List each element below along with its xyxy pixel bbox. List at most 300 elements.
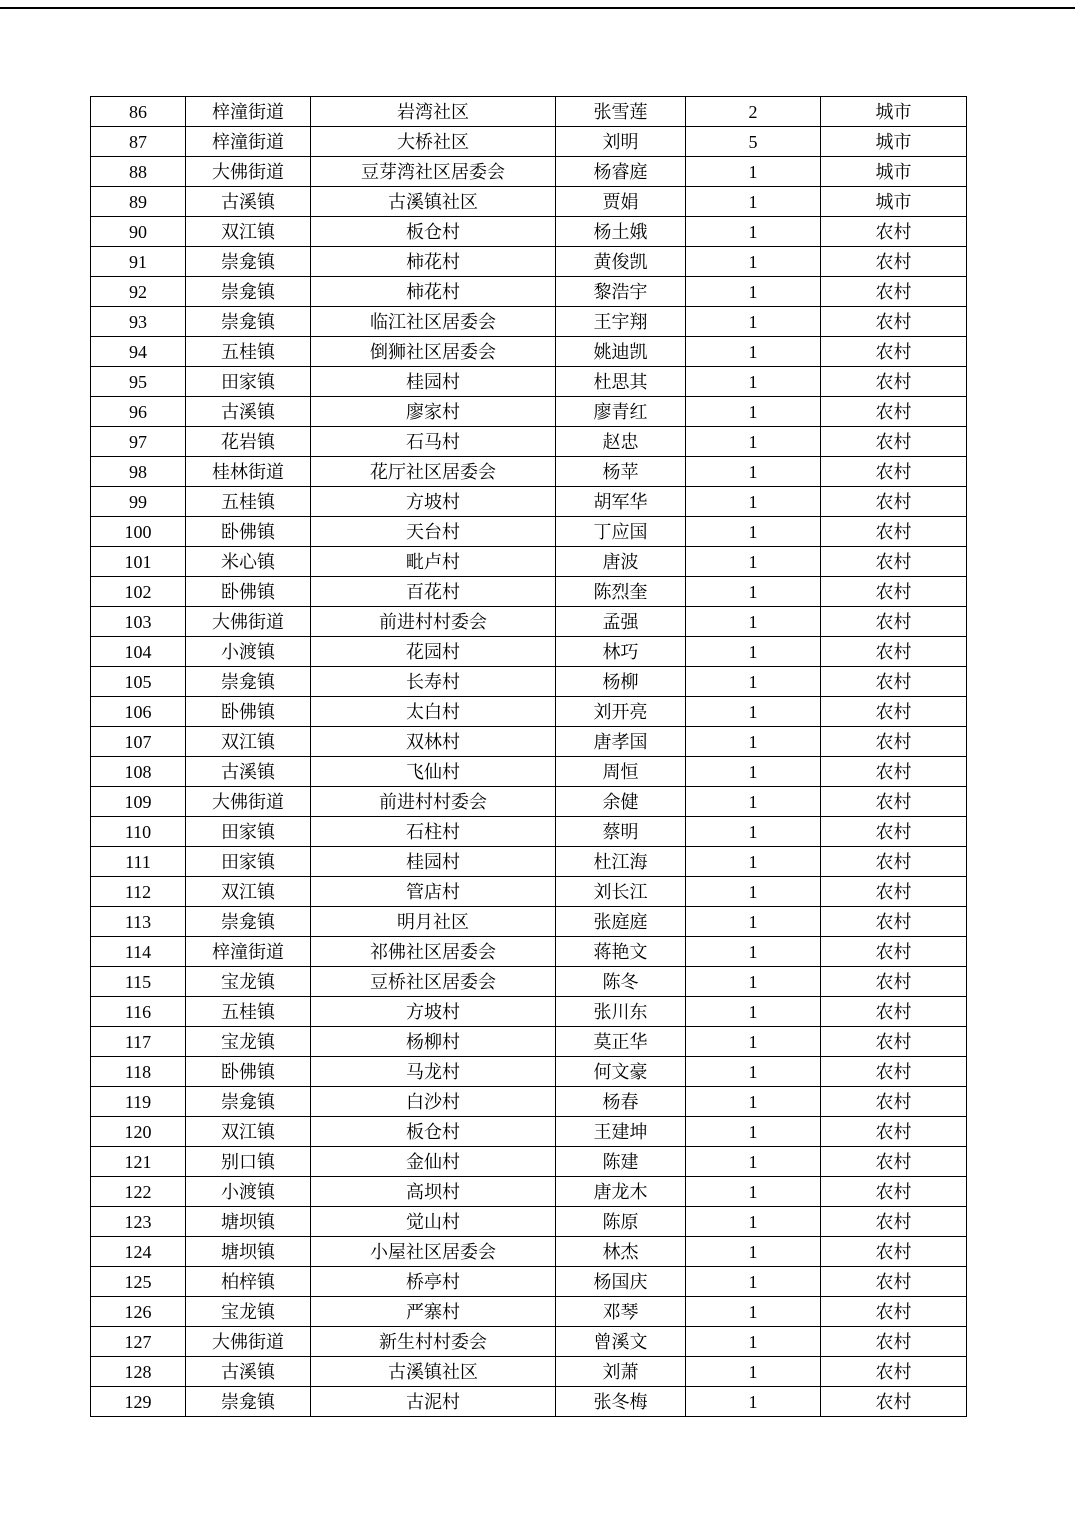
cell-village: 板仓村 [311,217,556,247]
table-row [91,547,967,577]
table-row [91,577,967,607]
cell-town: 卧佛镇 [186,517,311,547]
cell-index: 128 [91,1357,186,1387]
cell-village: 花厅社区居委会 [311,457,556,487]
cell-person: 杜思其 [556,367,686,397]
cell-area-type: 农村 [821,787,967,817]
cell-count: 1 [686,877,821,907]
cell-count: 1 [686,1117,821,1147]
cell-count: 1 [686,1027,821,1057]
cell-person: 王宇翔 [556,307,686,337]
table-row [91,1027,967,1057]
table-row [91,307,967,337]
cell-area-type: 农村 [821,847,967,877]
cell-count: 1 [686,367,821,397]
table-row [91,757,967,787]
cell-area-type: 农村 [821,1237,967,1267]
cell-index: 124 [91,1237,186,1267]
cell-person: 刘长江 [556,877,686,907]
cell-town: 双江镇 [186,217,311,247]
cell-count: 1 [686,1387,821,1417]
roster-table [90,96,967,1417]
cell-village: 杨柳村 [311,1027,556,1057]
cell-person: 张雪莲 [556,97,686,127]
cell-area-type: 农村 [821,1327,967,1357]
cell-area-type: 农村 [821,487,967,517]
cell-index: 112 [91,877,186,907]
cell-count: 1 [686,1327,821,1357]
cell-index: 96 [91,397,186,427]
cell-village: 古溪镇社区 [311,187,556,217]
cell-town: 五桂镇 [186,337,311,367]
cell-village: 毗卢村 [311,547,556,577]
table-row [91,487,967,517]
cell-person: 周恒 [556,757,686,787]
cell-person: 陈原 [556,1207,686,1237]
cell-index: 116 [91,997,186,1027]
cell-index: 98 [91,457,186,487]
cell-index: 92 [91,277,186,307]
table-row [91,697,967,727]
cell-area-type: 农村 [821,277,967,307]
cell-village: 石马村 [311,427,556,457]
cell-village: 岩湾社区 [311,97,556,127]
cell-index: 129 [91,1387,186,1417]
cell-count: 1 [686,817,821,847]
cell-area-type: 农村 [821,1057,967,1087]
cell-town: 别口镇 [186,1147,311,1177]
cell-count: 1 [686,997,821,1027]
cell-count: 1 [686,487,821,517]
cell-index: 91 [91,247,186,277]
cell-person: 何文豪 [556,1057,686,1087]
cell-town: 柏梓镇 [186,1267,311,1297]
cell-person: 刘明 [556,127,686,157]
cell-village: 小屋社区居委会 [311,1237,556,1267]
cell-village: 方坡村 [311,487,556,517]
cell-village: 倒狮社区居委会 [311,337,556,367]
cell-count: 1 [686,577,821,607]
cell-area-type: 农村 [821,307,967,337]
cell-village: 桂园村 [311,847,556,877]
cell-count: 1 [686,547,821,577]
cell-village: 方坡村 [311,997,556,1027]
cell-count: 1 [686,727,821,757]
cell-person: 杨柳 [556,667,686,697]
table-body [91,97,967,1417]
cell-village: 板仓村 [311,1117,556,1147]
cell-town: 崇龛镇 [186,247,311,277]
table-row [91,247,967,277]
cell-person: 林巧 [556,637,686,667]
cell-area-type: 农村 [821,337,967,367]
cell-index: 89 [91,187,186,217]
cell-village: 百花村 [311,577,556,607]
cell-count: 1 [686,847,821,877]
table-row [91,1267,967,1297]
cell-index: 119 [91,1087,186,1117]
table-row [91,427,967,457]
cell-village: 花园村 [311,637,556,667]
cell-town: 卧佛镇 [186,577,311,607]
cell-area-type: 农村 [821,217,967,247]
cell-village: 飞仙村 [311,757,556,787]
cell-area-type: 农村 [821,817,967,847]
cell-index: 97 [91,427,186,457]
cell-town: 宝龙镇 [186,967,311,997]
cell-person: 余健 [556,787,686,817]
cell-area-type: 农村 [821,907,967,937]
cell-area-type: 农村 [821,997,967,1027]
cell-person: 刘开亮 [556,697,686,727]
cell-town: 梓潼街道 [186,97,311,127]
cell-index: 118 [91,1057,186,1087]
cell-index: 122 [91,1177,186,1207]
cell-village: 长寿村 [311,667,556,697]
cell-village: 高坝村 [311,1177,556,1207]
cell-count: 1 [686,1267,821,1297]
cell-village: 祁佛社区居委会 [311,937,556,967]
cell-town: 塘坝镇 [186,1237,311,1267]
cell-village: 明月社区 [311,907,556,937]
cell-town: 大佛街道 [186,157,311,187]
table-row [91,337,967,367]
cell-village: 前进村村委会 [311,607,556,637]
cell-town: 小渡镇 [186,637,311,667]
cell-village: 马龙村 [311,1057,556,1087]
cell-area-type: 农村 [821,697,967,727]
cell-count: 1 [686,697,821,727]
cell-count: 1 [686,217,821,247]
cell-count: 1 [686,1087,821,1117]
cell-index: 86 [91,97,186,127]
cell-town: 崇龛镇 [186,907,311,937]
cell-person: 蒋艳文 [556,937,686,967]
cell-village: 古溪镇社区 [311,1357,556,1387]
cell-count: 1 [686,1357,821,1387]
cell-count: 1 [686,337,821,367]
cell-village: 前进村村委会 [311,787,556,817]
cell-area-type: 农村 [821,667,967,697]
cell-town: 宝龙镇 [186,1297,311,1327]
cell-person: 廖青红 [556,397,686,427]
cell-town: 大佛街道 [186,607,311,637]
table-row [91,1177,967,1207]
cell-area-type: 农村 [821,1087,967,1117]
cell-area-type: 农村 [821,1117,967,1147]
cell-town: 崇龛镇 [186,1387,311,1417]
cell-person: 王建坤 [556,1117,686,1147]
cell-index: 127 [91,1327,186,1357]
cell-town: 崇龛镇 [186,667,311,697]
cell-area-type: 农村 [821,637,967,667]
cell-town: 崇龛镇 [186,1087,311,1117]
cell-village: 廖家村 [311,397,556,427]
cell-person: 林杰 [556,1237,686,1267]
cell-town: 田家镇 [186,847,311,877]
cell-person: 丁应国 [556,517,686,547]
cell-count: 1 [686,937,821,967]
cell-count: 1 [686,277,821,307]
cell-village: 太白村 [311,697,556,727]
cell-town: 桂林街道 [186,457,311,487]
cell-person: 黄俊凯 [556,247,686,277]
cell-person: 唐波 [556,547,686,577]
cell-index: 115 [91,967,186,997]
table-row [91,667,967,697]
cell-town: 崇龛镇 [186,307,311,337]
cell-person: 孟强 [556,607,686,637]
cell-town: 五桂镇 [186,487,311,517]
cell-count: 1 [686,1057,821,1087]
cell-village: 柿花村 [311,247,556,277]
cell-index: 90 [91,217,186,247]
cell-index: 106 [91,697,186,727]
cell-area-type: 农村 [821,607,967,637]
cell-index: 105 [91,667,186,697]
cell-village: 桥亭村 [311,1267,556,1297]
table-row [91,607,967,637]
cell-area-type: 农村 [821,457,967,487]
cell-town: 大佛街道 [186,1327,311,1357]
cell-count: 1 [686,967,821,997]
cell-village: 双林村 [311,727,556,757]
table-row [91,937,967,967]
table-row [91,187,967,217]
cell-index: 94 [91,337,186,367]
cell-person: 莫正华 [556,1027,686,1057]
cell-area-type: 城市 [821,157,967,187]
cell-count: 1 [686,667,821,697]
cell-area-type: 农村 [821,1027,967,1057]
cell-count: 1 [686,157,821,187]
table-row [91,217,967,247]
cell-town: 五桂镇 [186,997,311,1027]
cell-index: 88 [91,157,186,187]
cell-village: 石柱村 [311,817,556,847]
cell-person: 杜江海 [556,847,686,877]
table-row [91,847,967,877]
cell-person: 姚迪凯 [556,337,686,367]
cell-area-type: 农村 [821,547,967,577]
cell-person: 张庭庭 [556,907,686,937]
table-row [91,1117,967,1147]
cell-index: 111 [91,847,186,877]
cell-area-type: 农村 [821,367,967,397]
cell-area-type: 农村 [821,1207,967,1237]
table-row [91,1147,967,1177]
cell-area-type: 农村 [821,517,967,547]
cell-index: 110 [91,817,186,847]
cell-town: 塘坝镇 [186,1207,311,1237]
cell-area-type: 农村 [821,757,967,787]
cell-town: 田家镇 [186,367,311,397]
cell-area-type: 农村 [821,1297,967,1327]
table-row [91,1237,967,1267]
cell-area-type: 城市 [821,187,967,217]
cell-village: 豆芽湾社区居委会 [311,157,556,187]
cell-person: 杨春 [556,1087,686,1117]
cell-count: 1 [686,1297,821,1327]
cell-index: 117 [91,1027,186,1057]
cell-area-type: 农村 [821,967,967,997]
cell-count: 1 [686,1207,821,1237]
table-row [91,127,967,157]
cell-count: 1 [686,517,821,547]
cell-person: 赵忠 [556,427,686,457]
cell-count: 1 [686,787,821,817]
table-row [91,97,967,127]
table-row [91,997,967,1027]
page-top-rule [0,7,1075,9]
cell-area-type: 农村 [821,397,967,427]
cell-village: 严寨村 [311,1297,556,1327]
cell-person: 陈烈奎 [556,577,686,607]
cell-index: 87 [91,127,186,157]
cell-index: 123 [91,1207,186,1237]
cell-area-type: 农村 [821,937,967,967]
cell-count: 1 [686,397,821,427]
table-row [91,397,967,427]
cell-index: 108 [91,757,186,787]
table-row [91,457,967,487]
cell-town: 小渡镇 [186,1177,311,1207]
cell-town: 花岩镇 [186,427,311,457]
cell-person: 黎浩宇 [556,277,686,307]
cell-person: 胡军华 [556,487,686,517]
cell-person: 刘萧 [556,1357,686,1387]
table-row [91,727,967,757]
table-row [91,1327,967,1357]
table-row [91,1087,967,1117]
cell-person: 唐孝国 [556,727,686,757]
cell-index: 107 [91,727,186,757]
cell-town: 古溪镇 [186,397,311,427]
cell-index: 103 [91,607,186,637]
cell-count: 1 [686,247,821,277]
cell-village: 新生村村委会 [311,1327,556,1357]
table-row [91,787,967,817]
cell-count: 1 [686,1177,821,1207]
cell-village: 临江社区居委会 [311,307,556,337]
cell-town: 梓潼街道 [186,937,311,967]
cell-count: 1 [686,1147,821,1177]
table-row [91,967,967,997]
cell-index: 113 [91,907,186,937]
cell-count: 1 [686,457,821,487]
cell-index: 101 [91,547,186,577]
cell-village: 天台村 [311,517,556,547]
cell-index: 114 [91,937,186,967]
cell-town: 卧佛镇 [186,1057,311,1087]
cell-index: 99 [91,487,186,517]
cell-area-type: 城市 [821,97,967,127]
cell-person: 杨国庆 [556,1267,686,1297]
cell-index: 102 [91,577,186,607]
cell-village: 管店村 [311,877,556,907]
cell-count: 1 [686,607,821,637]
table-row [91,817,967,847]
cell-town: 古溪镇 [186,187,311,217]
cell-town: 宝龙镇 [186,1027,311,1057]
cell-town: 双江镇 [186,727,311,757]
cell-village: 桂园村 [311,367,556,397]
table-row [91,157,967,187]
cell-person: 张川东 [556,997,686,1027]
cell-person: 杨睿庭 [556,157,686,187]
table-row [91,1207,967,1237]
cell-area-type: 农村 [821,1147,967,1177]
table-row [91,1297,967,1327]
table-row [91,907,967,937]
cell-town: 古溪镇 [186,1357,311,1387]
table-row [91,1387,967,1417]
cell-town: 古溪镇 [186,757,311,787]
cell-count: 5 [686,127,821,157]
cell-person: 曾溪文 [556,1327,686,1357]
cell-index: 126 [91,1297,186,1327]
cell-town: 双江镇 [186,1117,311,1147]
cell-index: 100 [91,517,186,547]
cell-village: 古泥村 [311,1387,556,1417]
cell-person: 杨苹 [556,457,686,487]
cell-count: 1 [686,427,821,457]
table-row [91,637,967,667]
cell-village: 豆桥社区居委会 [311,967,556,997]
table-row [91,877,967,907]
cell-town: 梓潼街道 [186,127,311,157]
cell-person: 陈冬 [556,967,686,997]
cell-person: 贾娟 [556,187,686,217]
cell-area-type: 农村 [821,1357,967,1387]
cell-area-type: 农村 [821,1177,967,1207]
cell-area-type: 农村 [821,1267,967,1297]
cell-town: 米心镇 [186,547,311,577]
cell-person: 唐龙木 [556,1177,686,1207]
cell-count: 1 [686,1237,821,1267]
cell-index: 109 [91,787,186,817]
cell-area-type: 城市 [821,127,967,157]
cell-area-type: 农村 [821,727,967,757]
cell-area-type: 农村 [821,1387,967,1417]
cell-area-type: 农村 [821,877,967,907]
cell-village: 大桥社区 [311,127,556,157]
cell-index: 121 [91,1147,186,1177]
cell-town: 卧佛镇 [186,697,311,727]
table-row [91,1057,967,1087]
cell-town: 崇龛镇 [186,277,311,307]
table-row [91,517,967,547]
cell-count: 1 [686,907,821,937]
cell-index: 104 [91,637,186,667]
cell-person: 杨土娥 [556,217,686,247]
cell-town: 田家镇 [186,817,311,847]
cell-person: 蔡明 [556,817,686,847]
cell-village: 柿花村 [311,277,556,307]
cell-count: 1 [686,307,821,337]
cell-village: 白沙村 [311,1087,556,1117]
cell-town: 双江镇 [186,877,311,907]
cell-count: 1 [686,187,821,217]
cell-village: 觉山村 [311,1207,556,1237]
cell-count: 1 [686,637,821,667]
cell-index: 93 [91,307,186,337]
cell-area-type: 农村 [821,577,967,607]
cell-village: 金仙村 [311,1147,556,1177]
cell-count: 2 [686,97,821,127]
cell-area-type: 农村 [821,247,967,277]
table-row [91,1357,967,1387]
